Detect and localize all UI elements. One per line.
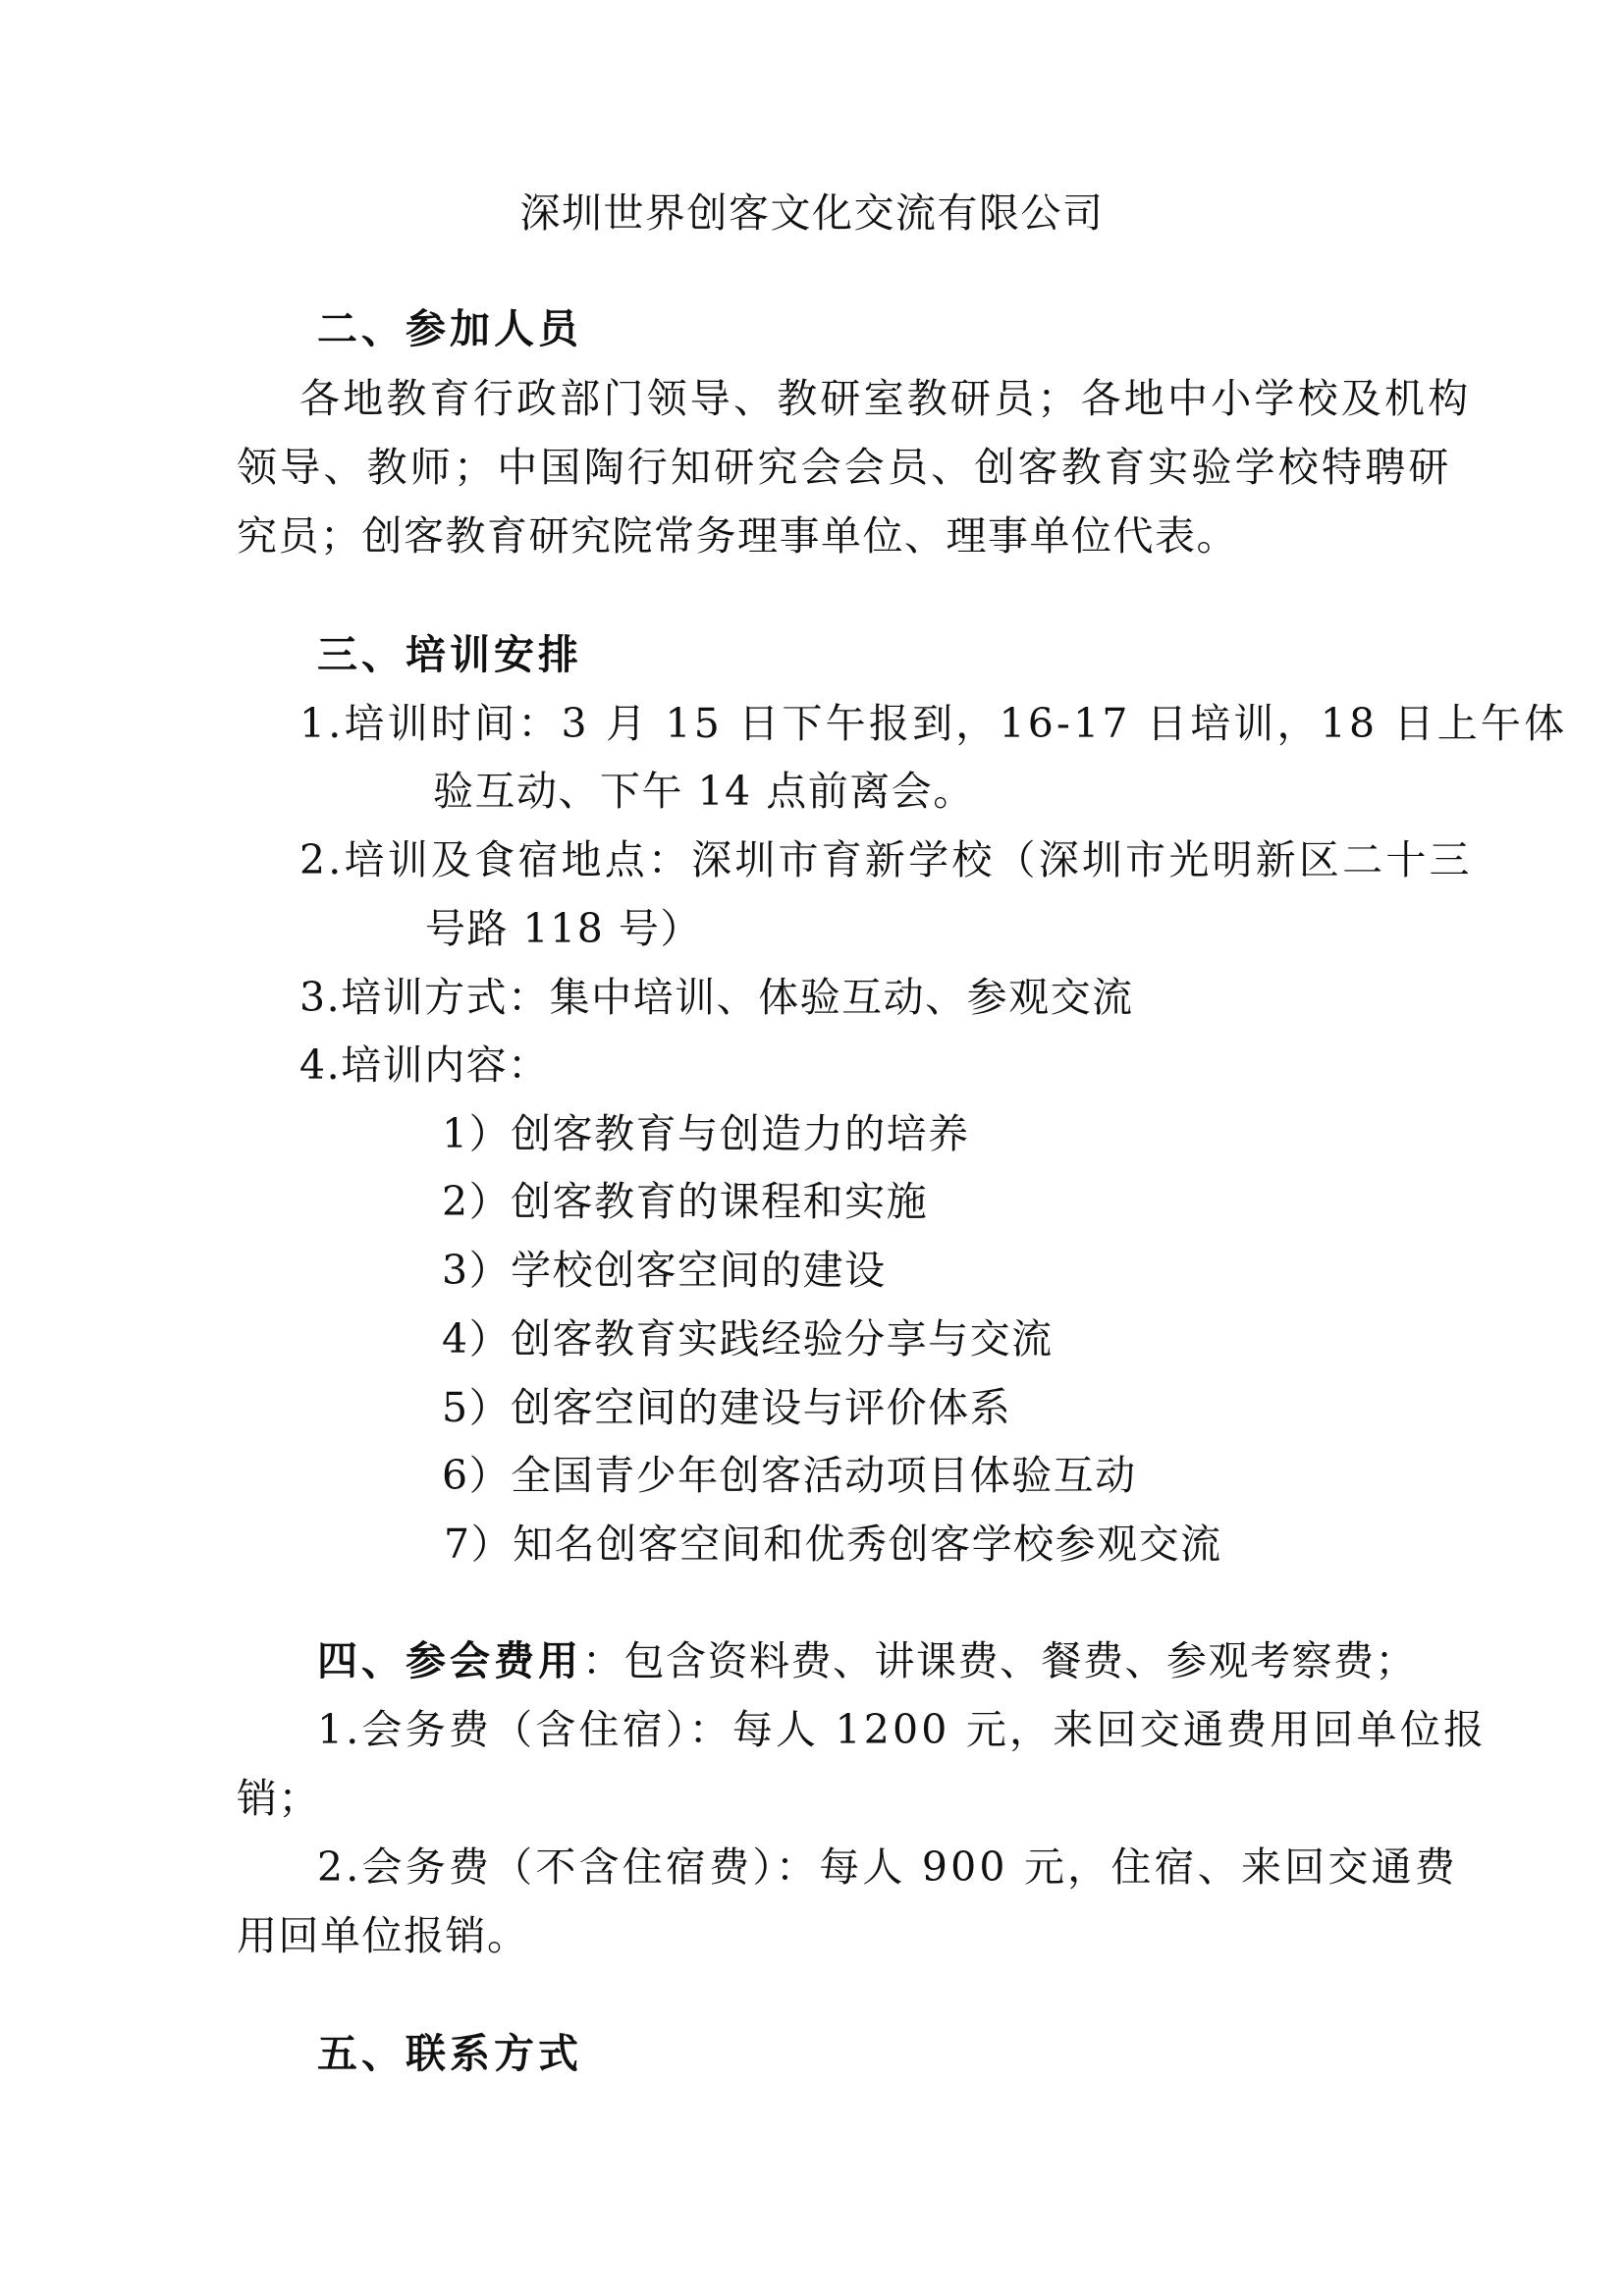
training-location-line-1: 2.培训及食宿地点：深圳市育新学校（深圳市光明新区二十三: [299, 836, 1473, 883]
participants-line-3: 究员；创客教育研究院常务理事单位、理事单位代表。: [237, 512, 1238, 560]
company-header: 深圳世界创客文化交流有限公司: [519, 189, 1105, 237]
training-location-line-2: 号路 118 号）: [425, 905, 702, 952]
content-item: 5）创客空间的建设与评价体系: [442, 1384, 1012, 1431]
fee-2-line-1: 2.会务费（不含住宿费）：每人 900 元，住宿、来回交通费: [317, 1843, 1458, 1891]
fees-intro: ：包含资料费、讲课费、餐费、参观考察费；: [582, 1637, 1417, 1684]
fee-1-line-2: 销；: [237, 1775, 320, 1822]
section-heading-participants: 二、参加人员: [317, 305, 582, 352]
training-content-label: 4.培训内容：: [299, 1041, 550, 1089]
training-time-line-2: 验互动、下午 14 点前离会。: [433, 768, 975, 815]
content-item: 3）学校创客空间的建设: [442, 1247, 887, 1294]
content-item: 2）创客教育的课程和实施: [442, 1178, 929, 1225]
content-item: 6）全国青少年创客活动项目体验互动: [442, 1452, 1137, 1499]
content-item: 4）创客教育实践经验分享与交流: [442, 1315, 1054, 1362]
section-heading-contact: 五、联系方式: [317, 2030, 582, 2077]
participants-line-2: 领导、教师；中国陶行知研究会会员、创客教育实验学校特聘研: [237, 444, 1452, 491]
training-method: 3.培训方式：集中培训、体验互动、参观交流: [299, 974, 1134, 1021]
fee-2-line-2: 用回单位报销。: [237, 1912, 529, 1959]
section-heading-training: 三、培训安排: [317, 631, 582, 678]
content-item: 1）创客教育与创造力的培养: [442, 1110, 970, 1157]
participants-line-1: 各地教育行政部门领导、教研室教研员；各地中小学校及机构: [299, 375, 1472, 422]
content-item: 7）知名创客空间和优秀创客学校参观交流: [444, 1521, 1222, 1568]
section-heading-fees: 四、参会费用: [317, 1637, 582, 1684]
training-time-line-1: 1.培训时间：3 月 15 日下午报到，16-17 日培训，18 日上午体: [299, 700, 1568, 747]
fees-intro-line: [317, 1637, 1417, 1684]
fee-1-line-1: 1.会务费（含住宿）：每人 1200 元，来回交通费用回单位报: [317, 1706, 1488, 1753]
